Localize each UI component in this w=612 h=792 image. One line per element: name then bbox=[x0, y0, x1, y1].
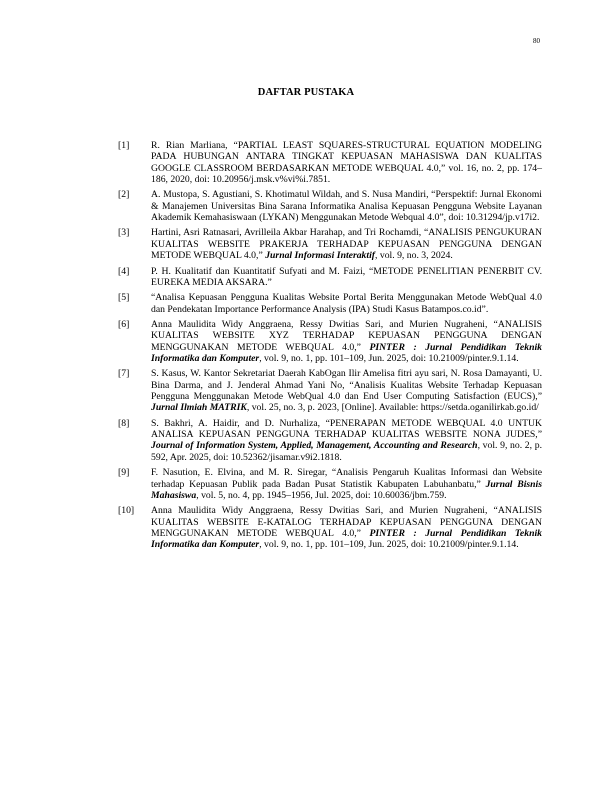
reference-number: [3] bbox=[118, 227, 130, 239]
reference-number: [6] bbox=[118, 319, 130, 331]
reference-item bbox=[118, 140, 542, 185]
reference-item bbox=[118, 467, 542, 501]
reference-text: “Analisa Kepuasan Pengguna Kualitas Website Portal Berita Menggunakan Metode WebQual 4.0 dan Pendekatan Importance Performance Analysis (IPA) Studi Kasus Batampos.co.id”. bbox=[151, 292, 542, 315]
reference-item bbox=[118, 266, 542, 289]
reference-text: R. Rian Marliana, “PARTIAL LEAST SQUARES-STRUCTURAL EQUATION MODELING PADA HUBUNGAN ANTARA TINGKAT KEPUASAN MAHASISWA DAN KUALITAS GOOGLE CLASSROOM BERDASARKAN METODE WEBQUAL 4.0,” vol. 16, no. 2, pp. 174–186, 2020, doi: 10.20956/j.msk.v%vi%i.7851. bbox=[151, 140, 542, 185]
reference-number: [1] bbox=[118, 140, 130, 151]
reference-item bbox=[118, 368, 542, 413]
reference-list bbox=[118, 140, 542, 555]
reference-number: [2] bbox=[118, 189, 130, 201]
reference-text: S. Bakhri, A. Haidir, and D. Nurhaliza, “PENERAPAN METODE WEBQUAL 4.0 UNTUK ANALISA KEPUASAN PENGGUNA TERHADAP KUALITAS WEBSITE NONA JUDES,” Journal of Information System, Applied, Management, Accounting and Research, vol. 9, no. 2, p. 592, Apr. 2025, doi: 10.52362/jisamar.v9i2.1818. bbox=[151, 417, 542, 463]
reference-text: P. H. Kualitatif dan Kuantitatif Sufyati and M. Faizi, “METODE PENELITIAN PENERBIT CV. EUREKA MEDIA AKSARA.” bbox=[151, 265, 542, 288]
reference-item bbox=[118, 292, 542, 315]
reference-number: [5] bbox=[118, 292, 130, 304]
reference-item bbox=[118, 227, 542, 261]
reference-text: F. Nasution, E. Elvina, and M. R. Siregar, “Analisis Pengaruh Kualitas Informasi dan Website terhadap Kepuasan Publik pada Badan Pusat Statistik Kabupaten Labuhanbatu,” Jurnal Bisnis Mahasiswa, vol. 5, no. 4, pp. 1945–1956, Jul. 2025, doi: 10.60036/jbm.759. bbox=[151, 467, 542, 501]
journal-name: Journal of Information System, Applied, Management, Accounting and Research bbox=[151, 440, 478, 452]
journal-name: PINTER : Jurnal Pendidikan Teknik Informatika dan Komputer bbox=[151, 527, 542, 551]
reference-text: S. Kasus, W. Kantor Sekretariat Daerah KabOgan Ilir Amelisa fitri ayu sari, N. Rosa Damayanti, U. Bina Darma, and J. Jenderal Ahmad Yani No, “Analisis Kualitas Website Terhadap Kepuasan Pengguna Menggunakan Metode WebQual 4.0 dan End User Computing Satisfaction (EUCS),” Jurnal Ilmiah MATRIK, vol. 25, no. 3, p. 2023, [Online]. Available: https://setda.oganilirkab.go.id/ bbox=[151, 368, 542, 414]
reference-text: Hartini, Asri Ratnasari, Avrilleila Akbar Harahap, and Tri Rochamdi, “ANALISIS PENGUKURAN KUALITAS WEBSITE PRAKERJA TERHADAP KEPUASAN PENGGUNA DENGAN METODE WEBQUAL 4.0,” Jurnal Informasi Interaktif, vol. 9, no. 3, 2024. bbox=[151, 227, 542, 262]
reference-item bbox=[118, 189, 542, 223]
reference-number: [4] bbox=[118, 265, 130, 277]
reference-number: [10] bbox=[118, 505, 135, 517]
reference-text: A. Mustopa, S. Agustiani, S. Khotimatul Wildah, and S. Nusa Mandiri, “Perspektif: Jurnal Ekonomi & Manajemen Universitas Bina Sarana Informatika Analisa Kepuasan Pengguna Website Layanan Akademik Kemahasiswaan (LYKAN) Menggunakan Metode Webqual 4.0”, doi: 10.31294/jp.v17i2. bbox=[151, 189, 542, 223]
reference-text: Anna Maulidita Widy Anggraena, Ressy Dwitias Sari, and Murien Nugraheni, “ANALISIS KUALITAS WEBSITE E-KATALOG TERHADAP KEPUASAN PENGGUNA DENGAN MENGGUNAKAN METODE WEBQUAL 4.0,” PINTER : Jurnal Pendidikan Teknik Informatika dan Komputer, vol. 9, no. 1, pp. 101–109, Jun. 2025, doi: 10.21009/pinter.9.1.14. bbox=[151, 505, 542, 551]
reference-item bbox=[118, 505, 542, 550]
reference-item bbox=[118, 319, 542, 364]
reference-number: [7] bbox=[118, 368, 130, 380]
reference-number: [8] bbox=[118, 417, 130, 429]
journal-name: PINTER : Jurnal Pendidikan Teknik Informatika dan Komputer bbox=[151, 341, 542, 364]
page-title: DAFTAR PUSTAKA bbox=[257, 87, 355, 98]
reference-text: Anna Maulidita Widy Anggraena, Ressy Dwitias Sari, and Murien Nugraheni, “ANALISIS KUALITAS WEBSITE XYZ TERHADAP KEPUASAN PENGGUNA DENGAN MENGGUNAKAN METODE WEBQUAL 4.0,” PINTER : Jurnal Pendidikan Teknik Informatika dan Komputer, vol. 9, no. 1, pp. 101–109, Jun. 2025, doi: 10.21009/pinter.9.1.14. bbox=[151, 319, 542, 364]
page-number: 80 bbox=[533, 37, 540, 45]
journal-name: Jurnal Bisnis Mahasiswa bbox=[151, 478, 542, 501]
reference-item bbox=[118, 418, 542, 463]
reference-number: [9] bbox=[118, 467, 130, 479]
journal-name: Jurnal Informasi Interaktif bbox=[265, 250, 376, 262]
journal-name: Jurnal Ilmiah MATRIK bbox=[151, 402, 247, 414]
